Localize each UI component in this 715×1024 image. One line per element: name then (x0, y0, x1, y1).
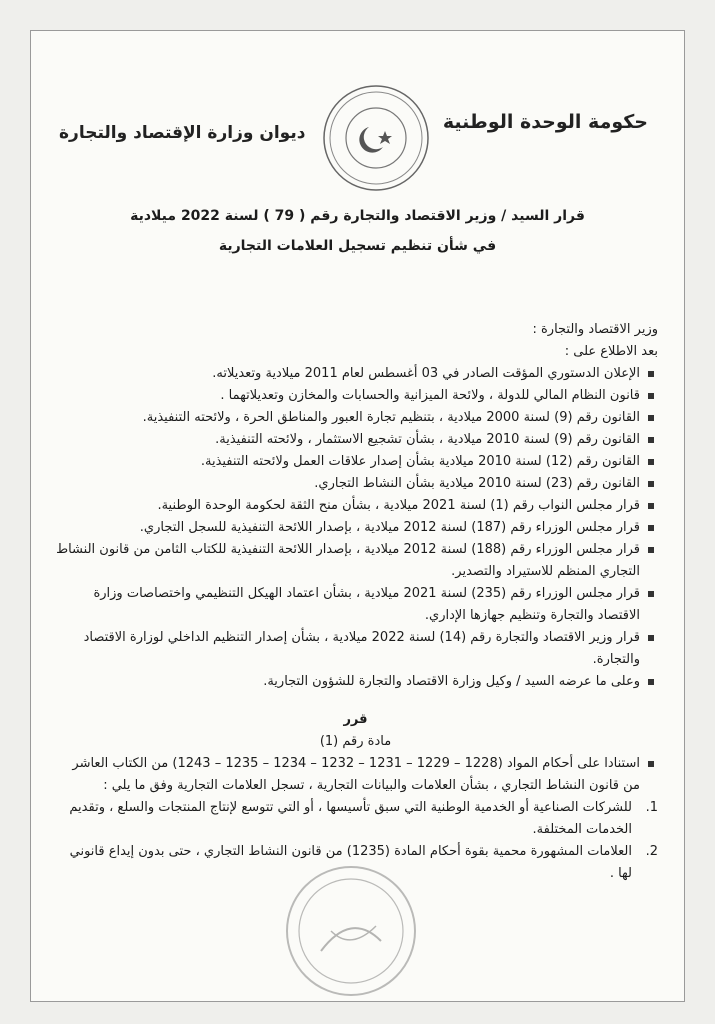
ministry-office-name: ديوان وزارة الإقتصاد والتجارة (59, 123, 306, 143)
clause-number: 1. (645, 800, 658, 815)
article-clause (53, 797, 658, 841)
recitals-list (53, 363, 658, 693)
recital-item: القانون رقم (23) لسنة 2010 ميلادية بشأن النشاط التجاري. (53, 473, 658, 495)
decree-body (53, 319, 658, 885)
official-stamp-icon (281, 861, 421, 1001)
minister-intro: وزير الاقتصاد والتجارة : (532, 322, 658, 337)
recital-item: القانون رقم (9) لسنة 2010 ميلادية ، بشأن تشجيع الاستثمار ، ولائحته التنفيذية. (53, 429, 658, 451)
article-intro-list (53, 753, 658, 797)
state-emblem-icon (321, 83, 431, 193)
clause-number: 2. (645, 844, 658, 859)
recital-item: قانون النظام المالي للدولة ، ولائحة الميزانية والحسابات والمخازن وتعديلاتهما . (53, 385, 658, 407)
document-page (30, 30, 685, 1002)
letterhead (31, 83, 684, 193)
recital-item: وعلى ما عرضه السيد / وكيل وزارة الاقتصاد والتجارة للشؤون التجارية. (53, 671, 658, 693)
decree-title-line1: قرار السيد / وزير الاقتصاد والتجارة رقم ( 79 ) لسنة 2022 ميلادية (130, 208, 585, 224)
recital-item: القانون رقم (12) لسنة 2010 ميلادية بشأن إصدار علاقات العمل ولائحته التنفيذية. (53, 451, 658, 473)
recital-item: قرار مجلس الوزراء رقم (188) لسنة 2012 ميلادية ، بإصدار اللائحة التنفيذية للكتاب الثامن من قانون النشاط التجاري المنظم للاستيراد والتصدير. (53, 539, 658, 583)
review-intro: بعد الاطلاع على : (564, 344, 658, 359)
recital-item: الإعلان الدستوري المؤقت الصادر في 03 أغسطس لعام 2011 ميلادية وتعديلاته. (53, 363, 658, 385)
recital-item: قرار مجلس الوزراء رقم (235) لسنة 2021 ميلادية ، بشأن اعتماد الهيكل التنظيمي واختصاصات وزارة الاقتصاد والتجارة وتنظيم جهازها الإداري. (53, 583, 658, 627)
government-name: حكومة الوحدة الوطنية (442, 111, 648, 133)
decree-title (91, 201, 624, 261)
recital-item: قرار مجلس النواب رقم (1) لسنة 2021 ميلادية ، بشأن منح الثقة لحكومة الوحدة الوطنية. (53, 495, 658, 517)
decision-heading: قرر (343, 712, 368, 727)
recital-item: القانون رقم (9) لسنة 2000 ميلادية ، بتنظيم تجارة العبور والمناطق الحرة ، ولائحته التنفيذية. (53, 407, 658, 429)
article-number: مادة رقم (1) (319, 734, 392, 749)
recital-item: قرار مجلس الوزراء رقم (187) لسنة 2012 ميلادية ، بإصدار اللائحة التنفيذية للسجل التجاري. (53, 517, 658, 539)
clause-text: العلامات المشهورة محمية بقوة أحكام المادة (1235) من قانون النشاط التجاري ، حتى بدون إيداع قانوني لها . (69, 844, 632, 881)
decree-title-line2: في شأن تنظيم تسجيل العلامات التجارية (218, 238, 497, 254)
article-intro: استنادا على أحكام المواد (1228 – 1229 – 1231 – 1232 – 1234 – 1235 – 1243) من الكتاب العاشر من قانون النشاط التجاري ، بشأن العلامات والبيانات التجارية ، تسجل العلامات التجارية وفق ما يلي : (53, 753, 658, 797)
clause-text: للشركات الصناعية أو الخدمية الوطنية التي سبق تأسيسها ، أو التي تتوسع لإنتاج المنتجات والسلع ، وتقديم الخدمات المختلفة. (69, 800, 632, 837)
recital-item: قرار وزير الاقتصاد والتجارة رقم (14) لسنة 2022 ميلادية ، بشأن إصدار التنظيم الداخلي لوزارة الاقتصاد والتجارة. (53, 627, 658, 671)
